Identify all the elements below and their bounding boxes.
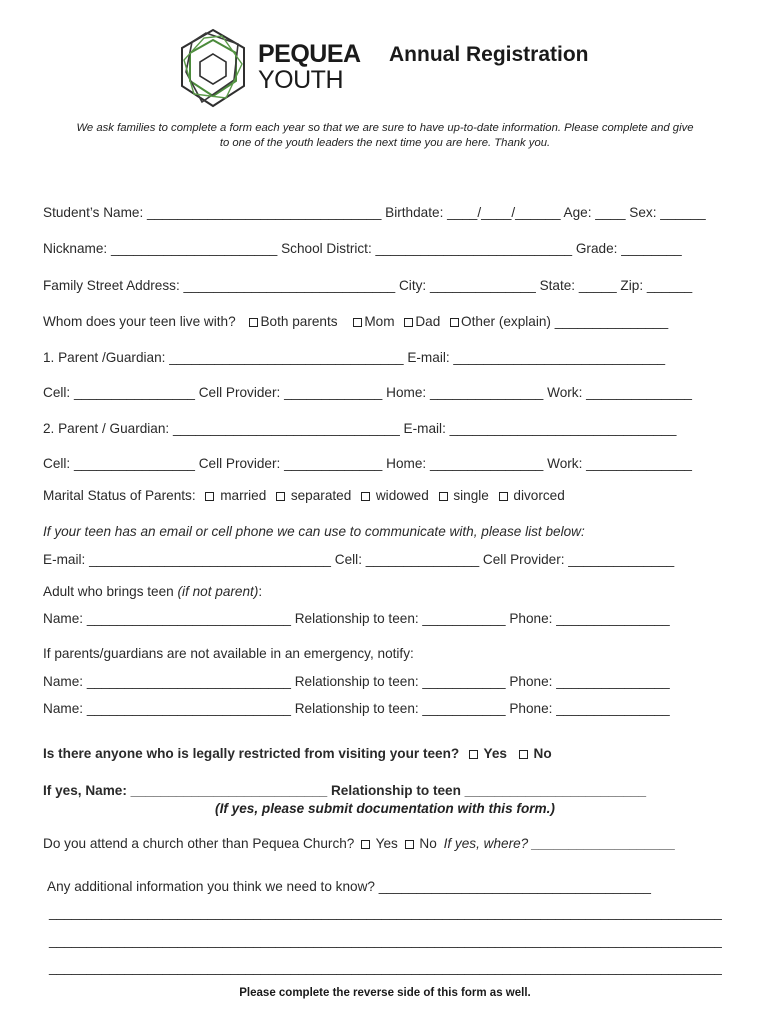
parent1-line[interactable]: 1. Parent /Guardian: _______________________________ E-mail: ____________________________	[43, 350, 666, 365]
church-yes-checkbox[interactable]	[361, 840, 370, 849]
footer-note: Please complete the reverse side of this form as well.	[239, 987, 531, 999]
intro-line-2: to one of the youth leaders the next time you are here. Thank you.	[219, 137, 551, 149]
additional-info-line[interactable]: Any additional information you think we need to know? ____________________________________	[47, 879, 651, 894]
intro-text	[40, 121, 730, 151]
mom-checkbox[interactable]	[353, 318, 362, 327]
additional-blank-line-2[interactable]: _________________________________________________________________________________________	[49, 933, 722, 948]
married-label: married	[220, 488, 267, 503]
church-where-field[interactable]: If yes, where? ___________________	[443, 836, 676, 851]
restricted-yes-label: Yes	[483, 746, 507, 761]
restricted-question: Is there anyone who is legally restricted from visiting your teen?	[43, 746, 460, 761]
dad-label: Dad	[415, 314, 441, 329]
emergency-contact-2-line[interactable]: Name: ___________________________ Relationship to teen: ___________ Phone: _______________	[43, 701, 670, 716]
restricted-yes-checkbox[interactable]	[469, 750, 478, 759]
brand-name: PEQUEA	[258, 40, 361, 68]
parent2-line[interactable]: 2. Parent / Guardian: ______________________________ E-mail: ______________________________	[43, 421, 677, 436]
divorced-label: divorced	[513, 488, 565, 503]
nickname-line[interactable]: Nickname: ______________________ School District: __________________________ Grade: ________	[43, 241, 682, 256]
dad-checkbox[interactable]	[404, 318, 413, 327]
intro-line-1: We ask families to complete a form each year so that we are sure to have up-to-date information. Please complete and give	[76, 122, 694, 134]
restricted-question-row	[43, 746, 552, 761]
adult-label: Adult who brings teen	[43, 584, 174, 599]
mom-label: Mom	[364, 314, 395, 329]
marital-status-label: Marital Status of Parents:	[43, 488, 196, 503]
adult-name-line[interactable]: Name: ___________________________ Relationship to teen: ___________ Phone: _______________	[43, 611, 670, 626]
church-no-checkbox[interactable]	[405, 840, 414, 849]
form-title: Annual Registration	[389, 43, 589, 66]
restricted-no-label: No	[533, 746, 552, 761]
additional-blank-line-3[interactable]: _________________________________________________________________________________________	[49, 960, 722, 975]
separated-checkbox[interactable]	[276, 492, 285, 501]
teen-contact-note: If your teen has an email or cell phone we can use to communicate with, please list below:	[43, 524, 585, 539]
restricted-documentation-note: (If yes, please submit documentation with this form.)	[215, 801, 555, 816]
separated-label: separated	[290, 488, 352, 503]
adult-brings-teen-label	[43, 584, 262, 599]
restricted-name-line[interactable]: If yes, Name: __________________________ Relationship to teen ________________________	[43, 783, 647, 798]
additional-blank-line-1[interactable]: _________________________________________________________________________________________	[49, 905, 722, 920]
single-label: single	[453, 488, 489, 503]
other-label: Other (explain) _______________	[461, 314, 669, 329]
both-parents-label: Both parents	[260, 314, 338, 329]
both-parents-checkbox[interactable]	[249, 318, 258, 327]
adult-note: (if not parent)	[177, 584, 259, 599]
emergency-contact-1-line[interactable]: Name: ___________________________ Relationship to teen: ___________ Phone: _______________	[43, 674, 670, 689]
widowed-label: widowed	[375, 488, 429, 503]
emergency-label: If parents/guardians are not available in an emergency, notify:	[43, 646, 414, 661]
student-info-line[interactable]: Student’s Name: _______________________________ Birthdate: ____/____/______ Age: ____ Sex: ______	[43, 205, 706, 220]
married-checkbox[interactable]	[205, 492, 214, 501]
restricted-no-checkbox[interactable]	[519, 750, 528, 759]
church-question: Do you attend a church other than Pequea Church?	[43, 836, 355, 851]
widowed-checkbox[interactable]	[361, 492, 370, 501]
brand-subname: YOUTH	[258, 66, 343, 94]
single-checkbox[interactable]	[439, 492, 448, 501]
pequea-youth-logo-icon	[178, 28, 248, 108]
teen-contact-line[interactable]: E-mail: ________________________________ Cell: _______________ Cell Provider: ______________	[43, 552, 675, 567]
church-question-row	[43, 836, 676, 851]
parent2-phone-line[interactable]: Cell: ________________ Cell Provider: _____________ Home: _______________ Work: ______________	[43, 456, 692, 471]
church-no-label: No	[419, 836, 437, 851]
church-yes-label: Yes	[375, 836, 398, 851]
divorced-checkbox[interactable]	[499, 492, 508, 501]
lives-with-label: Whom does your teen live with?	[43, 314, 236, 329]
parent1-phone-line[interactable]: Cell: ________________ Cell Provider: _____________ Home: _______________ Work: ______________	[43, 385, 692, 400]
lives-with-row	[43, 314, 668, 329]
adult-colon: :	[258, 584, 263, 599]
address-line[interactable]: Family Street Address: ____________________________ City: ______________ State: _____ Zip: ______	[43, 278, 693, 293]
marital-status-row	[43, 488, 565, 503]
other-checkbox[interactable]	[450, 318, 459, 327]
